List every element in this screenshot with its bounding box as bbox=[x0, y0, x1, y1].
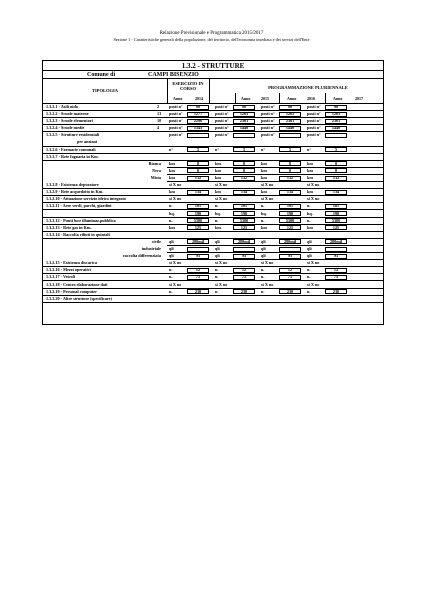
row-unit: hq. bbox=[261, 210, 267, 216]
row-value: 90 bbox=[241, 104, 247, 109]
row-unit: posti n° bbox=[169, 125, 183, 131]
table-row bbox=[43, 189, 383, 196]
row-value: 1440 bbox=[239, 125, 249, 131]
row-value: 12 bbox=[241, 267, 247, 273]
table-row bbox=[43, 274, 383, 281]
row-unit: posti n° bbox=[169, 132, 183, 138]
document-title: Relazione Previsionale e Programmatica 2015/2017 bbox=[159, 31, 264, 36]
header-divider bbox=[279, 93, 280, 103]
row-value: 230 bbox=[240, 288, 248, 294]
value-box bbox=[325, 133, 347, 138]
table-row bbox=[43, 125, 383, 132]
header-divider bbox=[235, 93, 236, 103]
year-2014: 2014 bbox=[195, 96, 203, 101]
table-row bbox=[43, 232, 383, 239]
row-unit: si X no bbox=[307, 281, 320, 287]
row-unit: posti n° bbox=[215, 125, 229, 131]
row-value: 90 bbox=[333, 104, 339, 109]
row-unit: n° bbox=[261, 146, 266, 152]
row-value: 90 bbox=[195, 104, 201, 109]
row-value: 12 bbox=[287, 267, 293, 273]
row-unit: n. bbox=[307, 274, 311, 280]
row-unit: n. bbox=[261, 203, 265, 209]
row-unit: posti n° bbox=[215, 118, 229, 124]
row-unit: km bbox=[215, 167, 221, 173]
row-value: 230 bbox=[194, 288, 202, 294]
row-unit: qli bbox=[307, 253, 312, 259]
row-unit: si X no bbox=[307, 260, 320, 266]
row-value: 1440 bbox=[331, 125, 341, 131]
table-row bbox=[43, 289, 383, 296]
row-value: 0 bbox=[242, 160, 246, 166]
value-box bbox=[279, 133, 301, 138]
table-row bbox=[43, 267, 383, 274]
row-unit: qli bbox=[169, 246, 174, 251]
row-value: 190 bbox=[332, 210, 340, 216]
row-unit: km bbox=[307, 224, 313, 230]
row-label: 1.3.2.1 - Asili nido bbox=[46, 104, 78, 109]
row-value: 280mil bbox=[283, 238, 297, 244]
row-unit: si X no bbox=[307, 182, 320, 188]
row-unit: n. bbox=[169, 288, 173, 294]
row-value: 2296 bbox=[193, 118, 203, 124]
row-unit: qli bbox=[169, 238, 174, 244]
row-label: civile bbox=[151, 238, 161, 244]
row-unit: n. bbox=[261, 267, 265, 273]
row-label: 1.3.2.13 - Rete gas in Km. bbox=[46, 224, 92, 230]
row-value: 132 bbox=[194, 175, 202, 180]
row-value: 0 bbox=[242, 167, 246, 173]
row-value: 75 bbox=[287, 274, 293, 280]
anno-label: Anno bbox=[287, 96, 297, 101]
row-label: 1.3.2.15 - Esistenza discarica bbox=[46, 260, 97, 266]
table-row bbox=[43, 246, 383, 253]
row-unit: si X no bbox=[215, 196, 228, 202]
row-value: 5 bbox=[242, 146, 246, 152]
table-row bbox=[43, 182, 383, 189]
row-label: 1.3.2.8 - Esistenza depuratore bbox=[46, 182, 99, 188]
row-unit: km bbox=[169, 175, 175, 180]
row-unit: posti n° bbox=[215, 111, 229, 117]
row-unit: si X no bbox=[215, 182, 228, 188]
row-label: 1.3.2.4 - Scuole medie bbox=[46, 125, 85, 131]
row-unit: n. bbox=[169, 203, 173, 209]
row-value: 134 bbox=[286, 189, 294, 195]
row-unit: qli bbox=[215, 238, 220, 244]
row-label: raccolta differenziata bbox=[122, 253, 161, 259]
row-unit: posti n° bbox=[307, 111, 321, 117]
row-value: SI bbox=[196, 253, 200, 259]
row-value: 5 bbox=[196, 146, 200, 152]
row-unit: qli bbox=[261, 246, 266, 251]
row-unit: km bbox=[307, 189, 313, 195]
table-row bbox=[43, 253, 383, 260]
row-label: 1.3.2.18 - Centro elaborazione dati bbox=[46, 281, 108, 287]
row-value: 1265 bbox=[239, 111, 249, 117]
row-unit: n. bbox=[307, 217, 311, 223]
row-unit: n° bbox=[215, 146, 220, 152]
row-unit: n. bbox=[261, 288, 265, 294]
row-unit: km bbox=[169, 167, 175, 173]
table-row bbox=[43, 132, 383, 146]
row-unit: posti n° bbox=[307, 132, 321, 138]
row-value: 5 bbox=[334, 146, 338, 152]
row-unit: qli bbox=[261, 238, 266, 244]
row-unit: qli bbox=[307, 238, 312, 244]
row-value: 125 bbox=[286, 224, 294, 230]
row-unit: n. bbox=[215, 217, 219, 223]
row-unit: posti n° bbox=[215, 132, 229, 138]
row-unit: km bbox=[169, 160, 175, 166]
row-label: 1.3.2.6 - Farmacie comunali bbox=[46, 146, 96, 152]
document-subtitle: Sezione 1 - Caratteristiche generali della popolazione, del territorio, dell'economia insediata e dei servizi dell'Ente bbox=[113, 37, 310, 42]
row-label: industriale bbox=[141, 246, 161, 251]
row-count: 13 bbox=[157, 111, 162, 117]
row-unit: km bbox=[215, 189, 221, 195]
row-unit: km bbox=[261, 224, 267, 230]
row-value: 134 bbox=[194, 189, 202, 195]
row-unit: posti n° bbox=[261, 118, 275, 124]
row-label: 1.3.2.16 - Mezzi operativi bbox=[46, 267, 91, 273]
row-divider bbox=[43, 302, 383, 303]
row-value: 125 bbox=[240, 224, 248, 230]
value-box bbox=[279, 247, 301, 252]
row-unit: posti n° bbox=[215, 104, 229, 109]
row-unit: n° bbox=[169, 146, 174, 152]
row-unit: si X no bbox=[261, 260, 274, 266]
table-row bbox=[43, 154, 383, 161]
row-value: 0 bbox=[334, 167, 338, 173]
row-value: 132 bbox=[240, 175, 248, 180]
row-unit: si X no bbox=[261, 196, 274, 202]
table-row bbox=[43, 111, 383, 118]
row-value: SI bbox=[242, 253, 246, 259]
table-row bbox=[43, 175, 383, 182]
row-value: 5300 bbox=[193, 217, 203, 223]
row-value: 132 bbox=[286, 175, 294, 180]
row-unit: n° bbox=[307, 146, 312, 152]
row-value: 2361 bbox=[285, 118, 295, 124]
comune-label: Comune di bbox=[87, 72, 116, 78]
row-unit: n. bbox=[215, 288, 219, 294]
row-value: 0 bbox=[288, 160, 292, 166]
row-unit: posti n° bbox=[169, 118, 183, 124]
value-box bbox=[187, 133, 209, 138]
year-2016: 2016 bbox=[307, 96, 315, 101]
row-unit: si X no bbox=[169, 182, 182, 188]
anno-label: Anno bbox=[333, 96, 343, 101]
row-unit: si X no bbox=[169, 196, 182, 202]
row-unit: si X no bbox=[307, 196, 320, 202]
comune-band bbox=[43, 71, 383, 79]
row-unit: posti n° bbox=[169, 104, 183, 109]
table-row bbox=[43, 282, 383, 289]
row-unit: n. bbox=[307, 267, 311, 273]
row-value: 134 bbox=[332, 189, 340, 195]
row-unit: n. bbox=[307, 288, 311, 294]
row-sublabel: per anziani bbox=[77, 139, 98, 145]
row-unit: n. bbox=[215, 267, 219, 273]
row-value: 101 bbox=[194, 203, 202, 209]
row-unit: posti n° bbox=[261, 104, 275, 109]
row-value: 1345 bbox=[193, 125, 203, 131]
row-unit: n. bbox=[215, 274, 219, 280]
row-unit: n. bbox=[261, 217, 265, 223]
row-unit: hq. bbox=[215, 210, 221, 216]
row-value: SI bbox=[288, 253, 292, 259]
row-value: 125 bbox=[194, 224, 202, 230]
row-value: 0 bbox=[334, 160, 338, 166]
row-value: 230 bbox=[286, 288, 294, 294]
row-unit: n. bbox=[307, 203, 311, 209]
row-unit: hq. bbox=[307, 210, 313, 216]
row-unit: posti n° bbox=[261, 125, 275, 131]
row-label: Nera bbox=[152, 167, 161, 173]
row-unit: posti n° bbox=[307, 104, 321, 109]
year-2015: 2015 bbox=[261, 96, 269, 101]
row-unit: n. bbox=[261, 274, 265, 280]
row-value: 280mil bbox=[237, 238, 251, 244]
row-unit: km bbox=[261, 175, 267, 180]
table-row bbox=[43, 260, 383, 267]
row-label: 1.3.2.17 - Veicoli bbox=[46, 274, 75, 280]
row-count: 2 bbox=[157, 104, 160, 109]
row-unit: si X no bbox=[215, 281, 228, 287]
row-value: 5300 bbox=[239, 217, 249, 223]
strutture-table bbox=[42, 60, 384, 325]
row-value: 90 bbox=[287, 104, 293, 109]
row-unit: km bbox=[307, 160, 313, 166]
table-header bbox=[43, 79, 383, 104]
row-value: 101 bbox=[332, 203, 340, 209]
row-unit: si X no bbox=[169, 281, 182, 287]
row-label: 1.3.2.10 - Attuazione servizio idrico integrato bbox=[46, 196, 127, 202]
value-box bbox=[325, 247, 347, 252]
section-title: 1.3.2 - STRUTTURE bbox=[43, 61, 383, 71]
row-count: 4 bbox=[157, 125, 160, 131]
table-row bbox=[43, 118, 383, 125]
row-unit: qli bbox=[169, 253, 174, 259]
row-unit: posti n° bbox=[307, 118, 321, 124]
table-row bbox=[43, 203, 383, 210]
row-value: 0 bbox=[288, 167, 292, 173]
programmazione-header: PROGRAMMAZIONE PLURIENNALE bbox=[268, 85, 348, 90]
row-value: 1265 bbox=[331, 111, 341, 117]
row-unit: posti n° bbox=[307, 125, 321, 131]
row-unit: si X no bbox=[261, 182, 274, 188]
row-value: 132 bbox=[332, 175, 340, 180]
row-label: 1.3.2.9 - Rete acquedotto in Km. bbox=[46, 189, 104, 195]
row-unit: hq. bbox=[169, 210, 175, 216]
row-unit: si X no bbox=[169, 260, 182, 266]
table-row bbox=[43, 104, 383, 111]
row-value: 134 bbox=[240, 189, 248, 195]
row-label: 1.3.2.14 - Raccolta rifiuti in quintali bbox=[46, 231, 110, 237]
row-unit: km bbox=[169, 224, 175, 230]
row-unit: km bbox=[215, 160, 221, 166]
row-unit: si X no bbox=[215, 260, 228, 266]
row-unit: n. bbox=[215, 203, 219, 209]
year-2017: 2017 bbox=[355, 96, 363, 101]
row-unit: km bbox=[215, 175, 221, 180]
row-label: Bianca bbox=[148, 160, 161, 166]
row-label: 1.3.2.7 - Rete fognaria in Km. bbox=[46, 153, 99, 159]
row-value: 75 bbox=[241, 274, 247, 280]
row-label: 1.3.2.5 - Strutture residenziali bbox=[46, 132, 100, 138]
row-unit: km bbox=[261, 160, 267, 166]
header-divider bbox=[325, 93, 326, 103]
row-value: 75 bbox=[333, 274, 339, 280]
row-unit: posti n° bbox=[169, 111, 183, 117]
row-count: 10 bbox=[157, 118, 162, 124]
row-unit: posti n° bbox=[261, 111, 275, 117]
value-box bbox=[187, 247, 209, 252]
table-row bbox=[43, 218, 383, 225]
row-unit: qli bbox=[307, 246, 312, 251]
tipologia-header: TIPOLOGIA bbox=[91, 88, 118, 93]
table-row bbox=[43, 147, 383, 154]
row-value: 2361 bbox=[331, 118, 341, 124]
table-row bbox=[43, 168, 383, 175]
table-row bbox=[43, 296, 383, 303]
row-label: 1.3.2.20 - Altre strutture (specificare) bbox=[46, 295, 112, 301]
row-label: 1.3.2.12 - Punti luce illuminaz.pubblica bbox=[46, 217, 116, 223]
row-value: 75 bbox=[195, 274, 201, 280]
row-value: 101 bbox=[240, 203, 248, 209]
row-label: 1.3.2.2 - Scuole materne bbox=[46, 111, 89, 117]
row-unit: km bbox=[261, 189, 267, 195]
row-unit: si X no bbox=[261, 281, 274, 287]
row-label: Mista bbox=[150, 175, 161, 180]
row-label: 1.3.2.3 - Scuole elementari bbox=[46, 118, 93, 124]
row-value: 190 bbox=[194, 210, 202, 216]
row-label: 1.3.2.11 - Aree verdi, parchi, giardini bbox=[46, 203, 112, 209]
table-row bbox=[43, 239, 383, 246]
row-unit: km bbox=[307, 175, 313, 180]
row-value: 125 bbox=[332, 224, 340, 230]
table-row bbox=[43, 161, 383, 168]
header-divider bbox=[167, 79, 168, 103]
row-value: 190 bbox=[240, 210, 248, 216]
row-value: 5300 bbox=[331, 217, 341, 223]
row-unit: qli bbox=[261, 253, 266, 259]
row-unit: n. bbox=[169, 267, 173, 273]
row-value: 12 bbox=[195, 267, 201, 273]
row-unit: km bbox=[169, 189, 175, 195]
row-value: 1440 bbox=[285, 125, 295, 131]
row-value: 101 bbox=[286, 203, 294, 209]
row-value: 12 bbox=[333, 267, 339, 273]
row-unit: qli bbox=[215, 246, 220, 251]
row-unit: km bbox=[307, 167, 313, 173]
row-unit: posti n° bbox=[261, 132, 275, 138]
comune-value: CAMPI BISENZIO bbox=[148, 72, 199, 78]
row-value: 5300 bbox=[285, 217, 295, 223]
table-row bbox=[43, 225, 383, 232]
anno-label: Anno bbox=[241, 96, 251, 101]
row-value: 0 bbox=[196, 167, 200, 173]
table-row bbox=[43, 211, 383, 218]
row-value: SI bbox=[334, 253, 338, 259]
anno-label: Anno bbox=[173, 96, 183, 101]
value-box bbox=[233, 133, 255, 138]
row-value: 280mil bbox=[191, 238, 205, 244]
header-divider bbox=[209, 79, 210, 103]
row-unit: km bbox=[261, 167, 267, 173]
esercizio-header: ESERCIZIO IN CORSO bbox=[172, 81, 204, 91]
row-value: 280mil bbox=[329, 238, 343, 244]
row-value: 0 bbox=[196, 160, 200, 166]
row-unit: n. bbox=[169, 217, 173, 223]
row-value: 2361 bbox=[239, 118, 249, 124]
row-label: 1.3.2.19 - Personal computer bbox=[46, 288, 97, 294]
row-unit: n. bbox=[169, 274, 173, 280]
row-value: 190 bbox=[286, 210, 294, 216]
row-value: 5 bbox=[288, 146, 292, 152]
value-box bbox=[233, 247, 255, 252]
row-unit: km bbox=[215, 224, 221, 230]
row-value: 1277 bbox=[193, 111, 203, 117]
table-row bbox=[43, 196, 383, 203]
row-value: 1265 bbox=[285, 111, 295, 117]
row-value: 230 bbox=[332, 288, 340, 294]
row-unit: qli bbox=[215, 253, 220, 259]
